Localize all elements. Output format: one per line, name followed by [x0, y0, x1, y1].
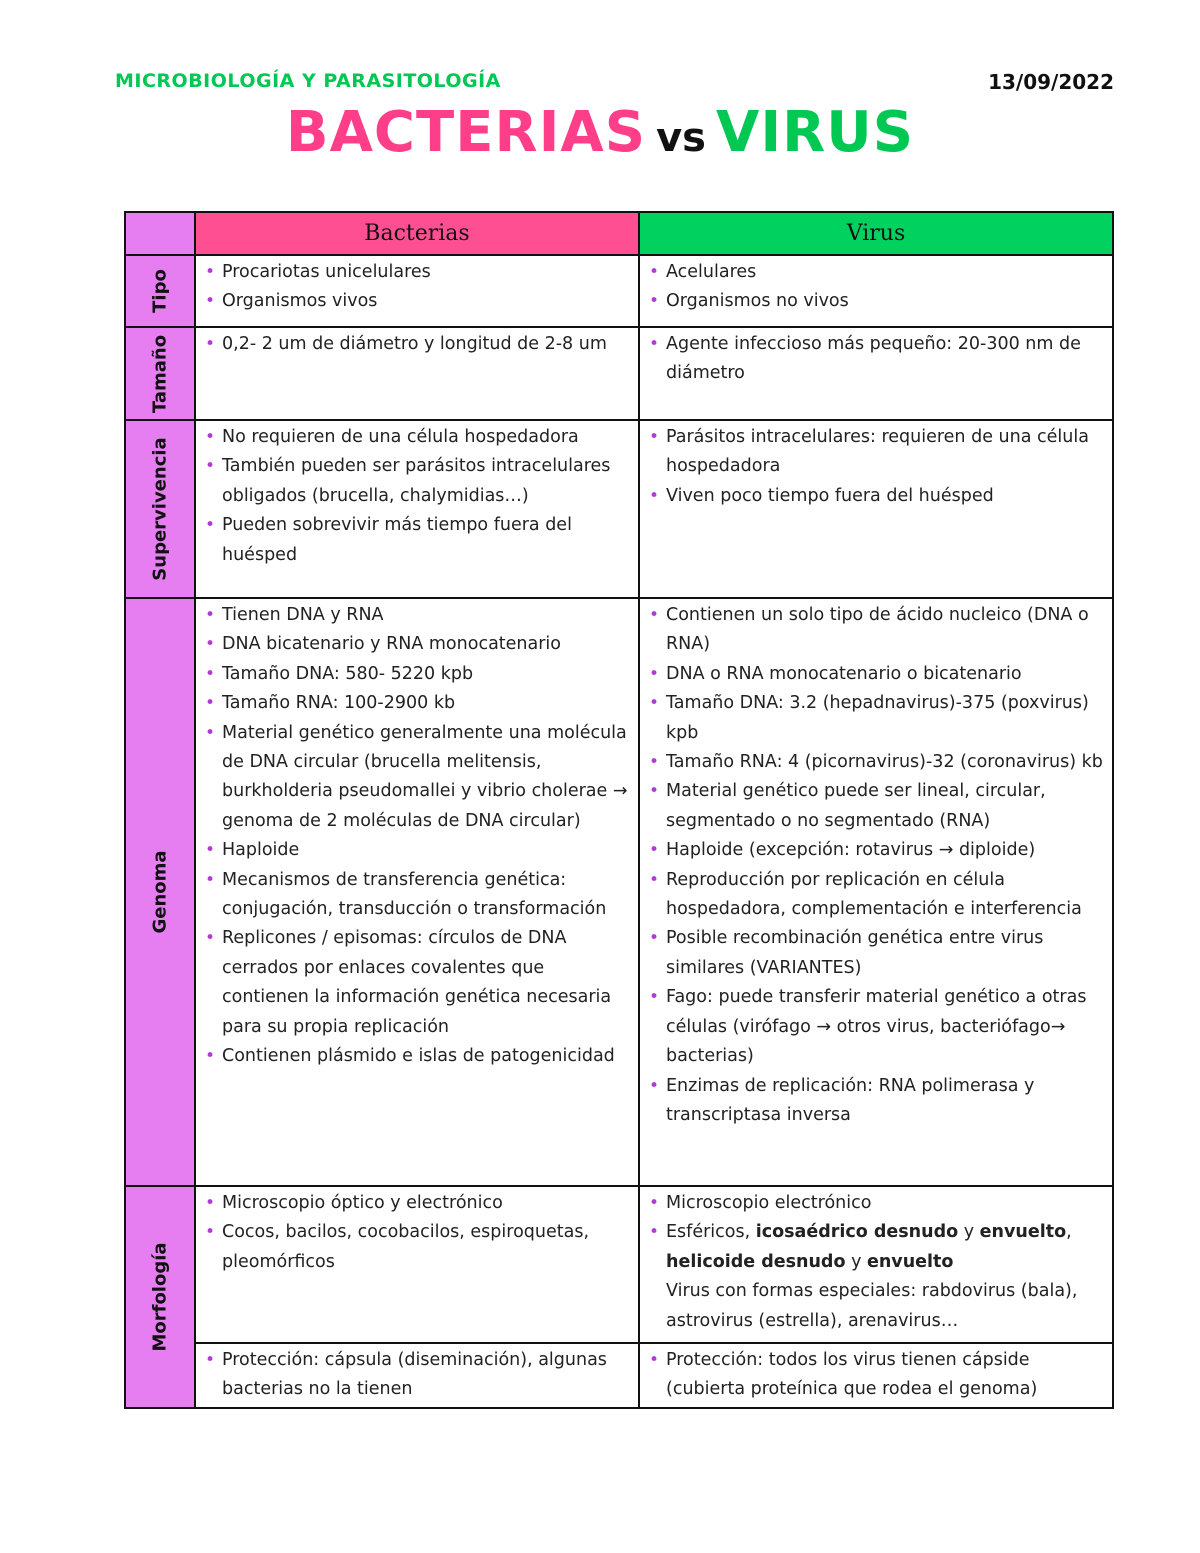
header-row [125, 212, 1113, 255]
title-vs: vs [656, 115, 706, 161]
cell-tipo-virus [639, 255, 1113, 327]
row-label-genoma: Genoma [125, 598, 195, 1186]
comparison-table [124, 211, 1114, 1409]
cell-supervivencia-virus [639, 420, 1113, 598]
subject-heading: MICROBIOLOGÍA Y PARASITOLOGÍA [115, 70, 501, 92]
list-item: • Tamaño RNA: 100-2900 kb [202, 689, 632, 718]
list-item: • Haploide [202, 836, 632, 865]
list-item: • Material genético generalmente una molécula de DNA circular (brucella melitensis, burkholderia pseudomallei y vibrio cholerae → genoma de 2 moléculas de DNA circular) [202, 719, 632, 837]
list-item: • Esféricos, icosaédrico desnudo y envuelto, helicoide desnudo y envuelto [646, 1218, 1106, 1277]
row-proteccion [125, 1343, 1113, 1408]
row-supervivencia [125, 420, 1113, 598]
list-item: • Haploide (excepción: rotavirus → diploide) [646, 836, 1106, 865]
row-label-tamano: Tamaño [125, 327, 195, 420]
list-item: • Organismos no vivos [646, 287, 1106, 316]
list-item: • Viven poco tiempo fuera del huésped [646, 482, 1106, 511]
list-item: • También pueden ser parásitos intracelulares obligados (brucella, chalymidias…) [202, 452, 632, 511]
cell-proteccion-virus [639, 1343, 1113, 1408]
row-tipo [125, 255, 1113, 327]
cell-morfologia-virus [639, 1186, 1113, 1343]
cell-genoma-virus [639, 598, 1113, 1186]
list-item: • Posible recombinación genética entre virus similares (VARIANTES) [646, 924, 1106, 983]
list-item: • Microscopio óptico y electrónico [202, 1189, 632, 1218]
cell-supervivencia-bacterias [195, 420, 639, 598]
row-morfologia [125, 1186, 1113, 1343]
cell-morfologia-bacterias [195, 1186, 639, 1343]
page-title [0, 100, 1200, 165]
cell-genoma-bacterias [195, 598, 639, 1186]
list-item: • Tamaño DNA: 580- 5220 kpb [202, 660, 632, 689]
list-item: • Agente infeccioso más pequeño: 20-300 nm de diámetro [646, 330, 1106, 389]
list-item: • Pueden sobrevivir más tiempo fuera del huésped [202, 511, 632, 570]
document-date: 13/09/2022 [988, 70, 1114, 94]
list-item: • Tienen DNA y RNA [202, 601, 632, 630]
row-label-morfologia: Morfología [125, 1186, 195, 1408]
list-item: • Fago: puede transferir material genético a otras células (virófago → otros virus, bacteriófago→ bacterias) [646, 983, 1106, 1071]
list-item: • Acelulares [646, 258, 1106, 287]
column-header-virus: Virus [639, 212, 1113, 255]
list-item: • Reproducción por replicación en célula hospedadora, complementación e interferencia [646, 866, 1106, 925]
list-item: • DNA o RNA monocatenario o bicatenario [646, 660, 1106, 689]
list-item: • Material genético puede ser lineal, circular, segmentado o no segmentado (RNA) [646, 777, 1106, 836]
list-item: • Contienen un solo tipo de ácido nucleico (DNA o RNA) [646, 601, 1106, 660]
list-item: • Parásitos intracelulares: requieren de una célula hospedadora [646, 423, 1106, 482]
list-item: • Enzimas de replicación: RNA polimerasa y transcriptasa inversa [646, 1072, 1106, 1131]
cell-tipo-bacterias [195, 255, 639, 327]
morfologia-virus-list [640, 1187, 1112, 1338]
list-item: • Protección: cápsula (diseminación), algunas bacterias no la tienen [202, 1346, 632, 1405]
list-item: • Organismos vivos [202, 287, 632, 316]
list-item: • Replicones / episomas: círculos de DNA cerrados por enlaces covalentes que contienen la información genética necesaria para su propia replicación [202, 924, 632, 1042]
list-item: Virus con formas especiales: rabdovirus (bala), astrovirus (estrella), arenavirus… [666, 1281, 1078, 1331]
cell-proteccion-bacterias [195, 1343, 639, 1408]
side-blank-cell [125, 212, 195, 255]
list-item: • Tamaño RNA: 4 (picornavirus)-32 (coronavirus) kb [646, 748, 1106, 777]
list-item: • Tamaño DNA: 3.2 (hepadnavirus)-375 (poxvirus) kpb [646, 689, 1106, 748]
list-item: • 0,2- 2 um de diámetro y longitud de 2-8 um [202, 330, 632, 359]
list-item: • Protección: todos los virus tienen cápside (cubierta proteínica que rodea el genoma) [646, 1346, 1106, 1405]
list-item: • DNA bicatenario y RNA monocatenario [202, 630, 632, 659]
list-item: • Microscopio electrónico [646, 1189, 1106, 1218]
row-label-tipo: Tipo [125, 255, 195, 327]
list-item: • Mecanismos de transferencia genética: conjugación, transducción o transformación [202, 866, 632, 925]
list-item: • Cocos, bacilos, cocobacilos, espiroquetas, pleomórficos [202, 1218, 632, 1277]
cell-tamano-bacterias [195, 327, 639, 420]
column-header-bacterias: Bacterias [195, 212, 639, 255]
row-tamano [125, 327, 1113, 420]
list-item: • Contienen plásmido e islas de patogenicidad [202, 1042, 632, 1071]
row-label-supervivencia: Supervivencia [125, 420, 195, 598]
title-virus: VIRUS [715, 100, 915, 165]
cell-tamano-virus [639, 327, 1113, 420]
title-bacterias: BACTERIAS [285, 100, 647, 165]
row-genoma [125, 598, 1113, 1186]
list-item: • No requieren de una célula hospedadora [202, 423, 632, 452]
list-item: • Procariotas unicelulares [202, 258, 632, 287]
